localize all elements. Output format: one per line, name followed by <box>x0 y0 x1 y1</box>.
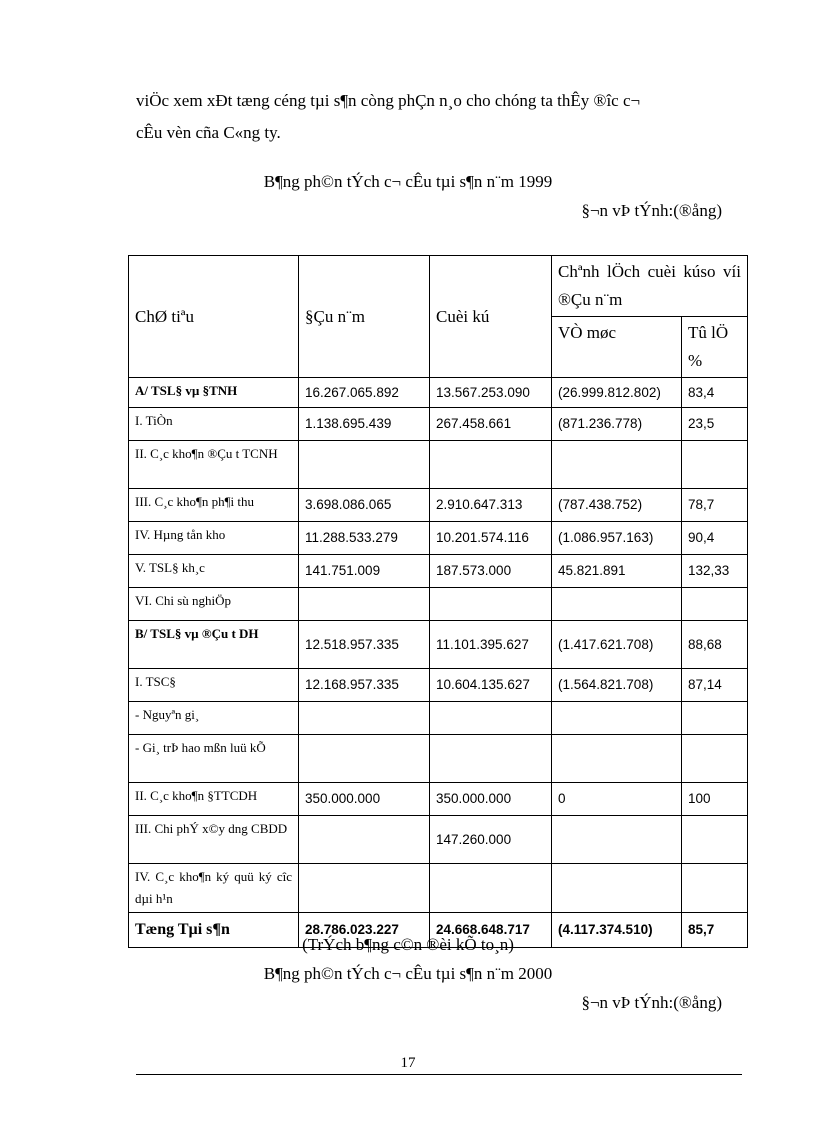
row-end-value: 10.201.574.116 <box>430 522 552 555</box>
table-row <box>129 702 748 735</box>
row-label: VI. Chi sù nghiÖp <box>129 588 299 621</box>
row-start-value: 12.168.957.335 <box>299 669 430 702</box>
row-difference <box>552 735 682 783</box>
row-start-value: 16.267.065.892 <box>299 378 430 408</box>
row-label: IV. Hµng tån kho <box>129 522 299 555</box>
row-difference <box>552 702 682 735</box>
total-end: 24.668.648.717 <box>430 913 552 948</box>
table1-source: (TrÝch b¶ng c©n ®èi kÕ to¸n) <box>302 935 514 954</box>
row-label: II. C¸c kho¶n §TTCDH <box>129 783 299 816</box>
row-difference: (1.564.821.708) <box>552 669 682 702</box>
row-label: - Nguyªn gi¸ <box>129 702 299 735</box>
table-row <box>129 408 748 441</box>
row-percent <box>682 702 748 735</box>
row-start-value <box>299 702 430 735</box>
row-end-value: 187.573.000 <box>430 555 552 588</box>
row-label: V. TSL§ kh¸c <box>129 555 299 588</box>
row-difference <box>552 864 682 913</box>
row-percent: 132,33 <box>682 555 748 588</box>
row-difference: (871.236.778) <box>552 408 682 441</box>
row-end-value: 10.604.135.627 <box>430 669 552 702</box>
row-start-value <box>299 864 430 913</box>
header-end-of-period: Cuèi kú <box>430 256 552 378</box>
table-row <box>129 522 748 555</box>
footer-divider <box>136 1074 742 1075</box>
row-start-value <box>299 816 430 864</box>
table-row <box>129 816 748 864</box>
row-start-value <box>299 735 430 783</box>
row-label: I. TSC§ <box>129 669 299 702</box>
page-number: 17 <box>400 1055 416 1071</box>
row-difference: 45.821.891 <box>552 555 682 588</box>
row-percent: 78,7 <box>682 489 748 522</box>
table-row <box>129 783 748 816</box>
row-difference <box>552 588 682 621</box>
header-difference: Chªnh lÖch cuèi kúso víi ®Çu n¨m <box>552 256 748 317</box>
row-percent: 90,4 <box>682 522 748 555</box>
row-end-value: 11.101.395.627 <box>430 621 552 669</box>
row-label: B/ TSL§ vµ ®Çu t DH <box>129 621 299 669</box>
row-difference: (1.086.957.163) <box>552 522 682 555</box>
table-row <box>129 864 748 913</box>
table-header-row <box>129 256 748 317</box>
paragraph-line-2: cÊu vèn cña C«ng ty. <box>136 123 281 142</box>
row-percent <box>682 864 748 913</box>
row-label: II. C¸c kho¶n ®Çu t TCNH <box>129 441 299 489</box>
row-label: I. TiÒn <box>129 408 299 441</box>
row-percent <box>682 735 748 783</box>
row-percent: 83,4 <box>682 378 748 408</box>
row-start-value: 141.751.009 <box>299 555 430 588</box>
row-end-value: 13.567.253.090 <box>430 378 552 408</box>
table1-title: B¶ng ph©n tÝch c¬ cÊu tµi s¶n n¨m 1999 <box>263 172 553 191</box>
table-row <box>129 621 748 669</box>
row-end-value: 350.000.000 <box>430 783 552 816</box>
row-percent: 23,5 <box>682 408 748 441</box>
row-difference <box>552 441 682 489</box>
row-end-value <box>430 702 552 735</box>
row-label: IV. C¸c kho¶n ký quü ký cîc dµi h¹n <box>129 864 299 913</box>
row-end-value <box>430 735 552 783</box>
row-start-value: 350.000.000 <box>299 783 430 816</box>
row-label: III. Chi phÝ x©y dng CBDD <box>129 816 299 864</box>
table-row <box>129 735 748 783</box>
paragraph-line-1: viÖc xem xÐt tæng céng tµi s¶n còng phÇn n¸o cho chóng ta thÊy ®îc c¬ <box>136 91 641 110</box>
row-percent: 88,68 <box>682 621 748 669</box>
row-start-value <box>299 441 430 489</box>
row-percent <box>682 816 748 864</box>
row-difference: (26.999.812.802) <box>552 378 682 408</box>
row-end-value: 147.260.000 <box>430 816 552 864</box>
total-pct: 85,7 <box>682 913 748 948</box>
row-difference: 0 <box>552 783 682 816</box>
table2-unit: §¬n vÞ tÝnh:(®ång) <box>581 993 722 1012</box>
row-percent: 87,14 <box>682 669 748 702</box>
header-absolute: VÒ møc <box>552 317 682 378</box>
table-row <box>129 378 748 408</box>
row-end-value: 267.458.661 <box>430 408 552 441</box>
row-percent: 100 <box>682 783 748 816</box>
row-end-value <box>430 441 552 489</box>
row-start-value: 11.288.533.279 <box>299 522 430 555</box>
table-row <box>129 489 748 522</box>
row-label: - Gi¸ trÞ hao mßn luü kÕ <box>129 735 299 783</box>
table-row <box>129 441 748 489</box>
total-label: Tæng Tµi s¶n <box>129 913 299 948</box>
row-label: A/ TSL§ vµ §TNH <box>129 378 299 408</box>
row-percent <box>682 588 748 621</box>
row-start-value: 1.138.695.439 <box>299 408 430 441</box>
row-difference: (787.438.752) <box>552 489 682 522</box>
table-row <box>129 669 748 702</box>
header-indicator: ChØ tiªu <box>129 256 299 378</box>
table1-unit: §¬n vÞ tÝnh:(®ång) <box>581 201 722 220</box>
total-diff: (4.117.374.510) <box>552 913 682 948</box>
total-start: 28.786.023.227 <box>299 913 430 948</box>
row-start-value <box>299 588 430 621</box>
row-start-value: 12.518.957.335 <box>299 621 430 669</box>
row-end-value <box>430 864 552 913</box>
row-difference <box>552 816 682 864</box>
row-percent <box>682 441 748 489</box>
row-difference: (1.417.621.708) <box>552 621 682 669</box>
row-start-value: 3.698.086.065 <box>299 489 430 522</box>
table2-title: B¶ng ph©n tÝch c¬ cÊu tµi s¶n n¨m 2000 <box>263 964 553 983</box>
row-end-value <box>430 588 552 621</box>
table-row <box>129 588 748 621</box>
header-start-of-year: §Çu n¨m <box>299 256 430 378</box>
table-row <box>129 555 748 588</box>
header-percent: Tû lÖ % <box>682 317 748 378</box>
row-end-value: 2.910.647.313 <box>430 489 552 522</box>
asset-structure-table-1999 <box>128 255 748 948</box>
row-label: III. C¸c kho¶n ph¶i thu <box>129 489 299 522</box>
